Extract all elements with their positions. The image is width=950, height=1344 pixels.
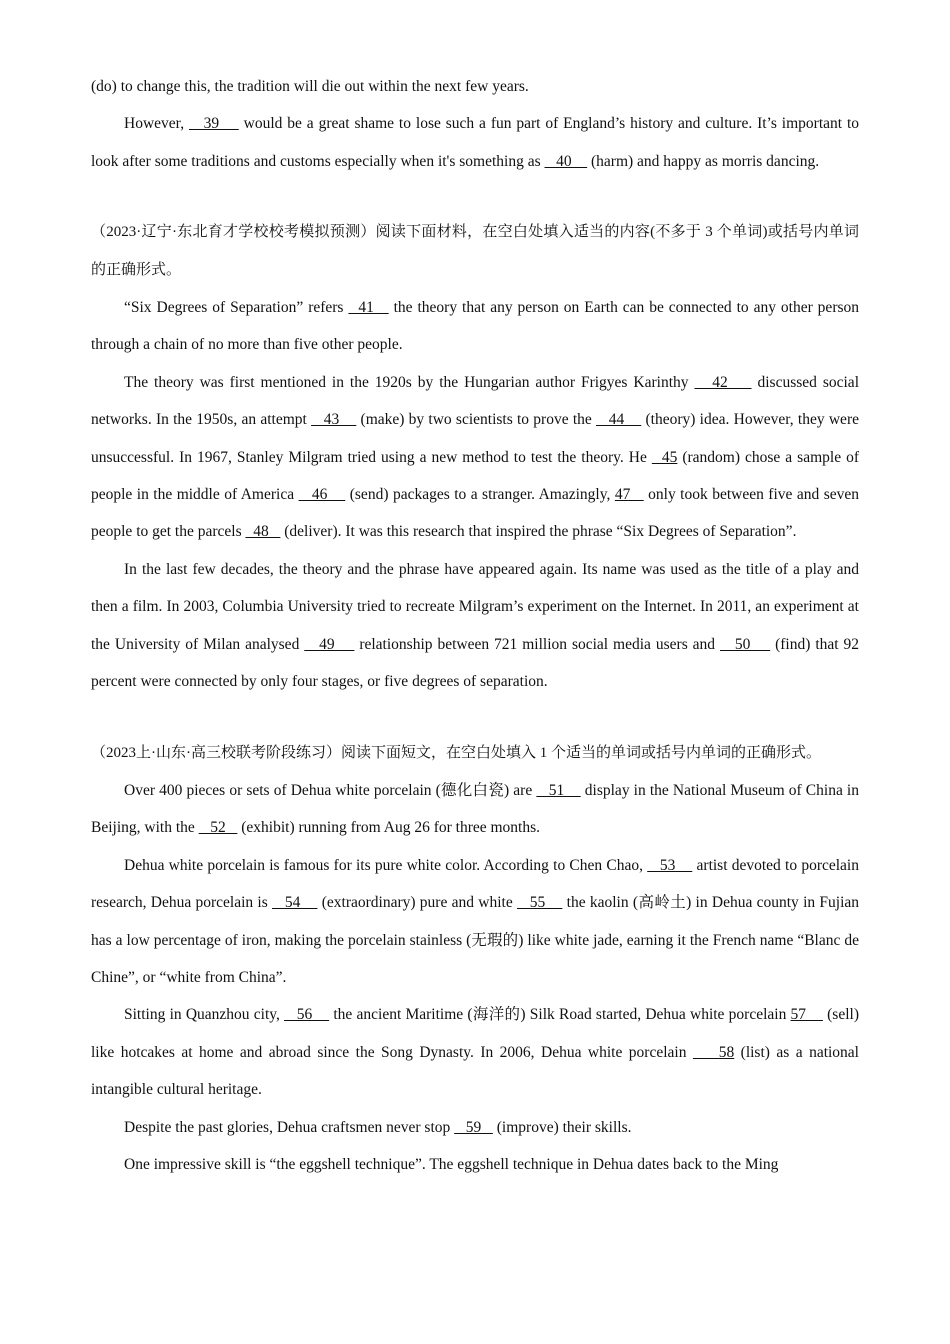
blank-48[interactable]: 48: [245, 523, 281, 541]
paragraph-dehua-white-color: Dehua white porcelain is famous for its pure white color. According to Chen Chao, 53 artist devoted to porcelain research, Dehua porcelain is 54 (extraordinary) pure and white 55 the kaolin (高岭土) in Dehua county in Fujian has a low percentage of iron, making the porcelain stainless (无瑕的) like white jade, earning it the French name “Blanc de Chine”, or “white from China”.: [91, 856, 860, 986]
blank-39[interactable]: 39: [188, 115, 239, 133]
paragraph-eggshell-technique: One impressive skill is “the eggshell technique”. The eggshell technique in Dehua dates back to the Ming: [124, 1155, 779, 1173]
blank-43[interactable]: 43: [311, 411, 357, 429]
blank-54[interactable]: 54: [272, 894, 318, 912]
blank-58[interactable]: 58: [692, 1043, 735, 1061]
blank-47[interactable]: 47: [614, 486, 644, 504]
paragraph-dehua-exhibit: Over 400 pieces or sets of Dehua white porcelain (德化白瓷) are 51 display in the National Museum of China in Beijing, with the 52 (exhibit) running from Aug 26 for three months.: [91, 781, 859, 837]
blank-45[interactable]: 45: [651, 448, 678, 466]
paragraph-craftsmen: Despite the past glories, Dehua craftsmen never stop 59 (improve) their skills.: [124, 1118, 632, 1136]
paragraph-recent-decades: In the last few decades, the theory and the phrase have appeared again. Its name was used as the title of a play and then a film. In 2003, Columbia University tried to recreate Milgram’s experiment on the Internet. In 2011, an experiment at the University of Milan analysed 49 relationship between 721 million social media users and 50 (find) that 92 percent were connected by only four stages, or five degrees of separation.: [91, 560, 860, 691]
blank-40[interactable]: 40: [544, 152, 588, 170]
blank-41[interactable]: 41: [348, 299, 389, 317]
paragraph-continuation: (do) to change this, the tradition will die out within the next few years.: [91, 78, 529, 95]
paragraph-quanzhou: Sitting in Quanzhou city, 56 the ancient Maritime (海洋的) Silk Road started, Dehua white porcelain 57 (sell) like hotcakes at home and abroad since the Song Dynasty. In 2006, Dehua white porcelain 58 (list) as a national intangible cultural heritage.: [91, 1006, 859, 1099]
blank-52[interactable]: 52: [198, 819, 238, 837]
blank-51[interactable]: 51: [536, 781, 581, 799]
blank-56[interactable]: 56: [284, 1006, 330, 1024]
document-page: [91, 68, 859, 1183]
paragraph-morris-dancing: However, 39 would be a great shame to lose such a fun part of England’s history and culture. It’s important to look after some traditions and customs especially when it's something as 40 (harm) and happy as morris dancing.: [91, 115, 860, 170]
blank-57[interactable]: 57: [790, 1006, 823, 1024]
paragraph-six-degrees-intro: “Six Degrees of Separation” refers 41 the theory that any person on Earth can be connected to any other person through a chain of no more than five other people.: [91, 299, 860, 354]
blank-50[interactable]: 50: [720, 635, 771, 653]
blank-59[interactable]: 59: [454, 1118, 493, 1136]
blank-46[interactable]: 46: [298, 486, 346, 504]
section-instructions-liaoning: （2023·辽宁·东北育才学校校考模拟预测）阅读下面材料，在空白处填入适当的内容(不多于 3 个单词)或括号内单词的正确形式。: [91, 224, 859, 278]
blank-44[interactable]: 44: [596, 411, 642, 429]
blank-53[interactable]: 53: [647, 856, 693, 874]
blank-55[interactable]: 55: [516, 894, 563, 912]
paragraph-theory-history: The theory was first mentioned in the 1920s by the Hungarian author Frigyes Karinthy 42 discussed social networks. In the 1950s, an attempt 43 (make) by two scientists to prove the 44 (theory) idea. However, they were unsuccessful. In 1967, Stanley Milgram tried using a new method to test the theory. He 45 (random) chose a sample of people in the middle of America 46 (send) packages to a stranger. Amazingly, 47 only took between five and seven people to get the parcels 48 (deliver). It was this research that inspired the phrase “Six Degrees of Separation”.: [91, 373, 859, 541]
blank-42[interactable]: 42: [694, 373, 752, 391]
blank-49[interactable]: 49: [304, 635, 355, 653]
section-instructions-shandong: （2023上·山东·高三校联考阶段练习）阅读下面短文，在空白处填入 1 个适当的单词或括号内单词的正确形式。: [91, 744, 821, 761]
